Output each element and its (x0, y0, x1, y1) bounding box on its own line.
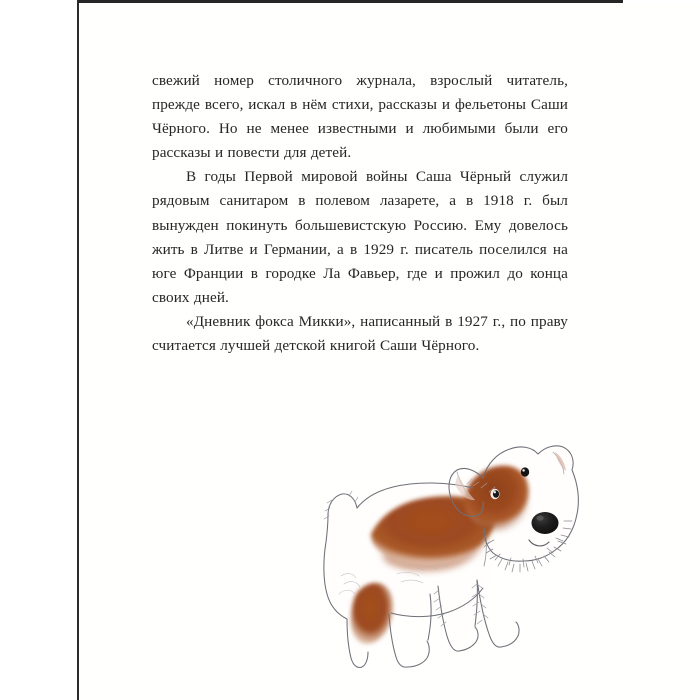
front-paw-front-outline (501, 622, 519, 647)
left-eye (493, 490, 499, 498)
paragraph-3: «Дневник фокса Микки», написанный в 1927 г., по праву считается лучшей детской книгой Саши Чёрного. (152, 312, 568, 355)
paragraph-1: свежий номер столичного журнала, взрослый читатель, прежде всего, искал в нём стихи, рассказы и фельетоны Саши Чёрного. Но не менее известными и любимыми были его рассказы и повести для детей. (152, 72, 568, 162)
left-eye-highlight (494, 491, 496, 493)
fox-terrier-dog-illustration (297, 408, 597, 698)
page-text-block (152, 69, 568, 358)
hind-paw-outline (407, 641, 429, 667)
nose (532, 512, 559, 534)
nose-highlight (536, 515, 543, 520)
right-eye (521, 467, 529, 476)
page-body (79, 3, 700, 700)
right-eye-highlight (522, 469, 525, 472)
hind-leg-front-outline (389, 614, 407, 667)
paragraph-2: В годы Первой мировой войны Саша Чёрный служил рядовым санитаром в полевом лазарете, а в 1918 г. был вынужден покинуть большевистскую Россию. Ему довелось жить в Литве и Германии, а в 1929 г. писатель поселился на юге Франции в городке Ла Фавьер, где и прожил до конца своих дней. (152, 168, 568, 306)
